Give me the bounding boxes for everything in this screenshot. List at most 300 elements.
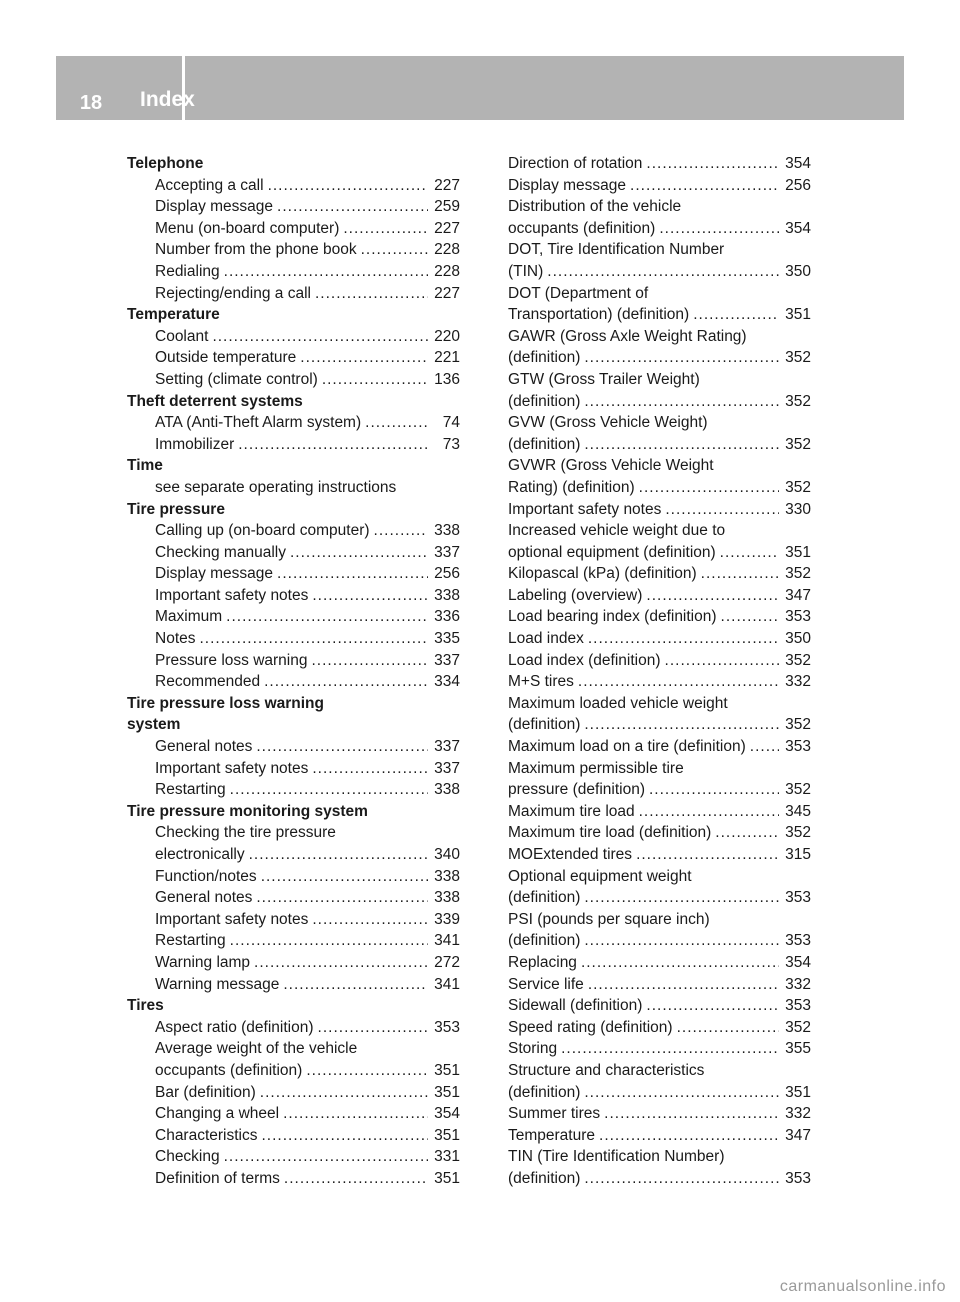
index-entry xyxy=(127,1103,460,1125)
index-page-number: 354 xyxy=(785,953,811,971)
index-entry xyxy=(508,930,811,952)
index-entry xyxy=(508,974,811,996)
index-entry-label: Replacing xyxy=(508,953,577,971)
index-page-number: 228 xyxy=(434,262,460,280)
index-page-number: 352 xyxy=(785,781,811,799)
index-entry-label: Redialing xyxy=(155,262,220,280)
index-entry xyxy=(127,866,460,888)
index-entry xyxy=(508,714,811,736)
index-heading: Theft deterrent systems xyxy=(127,392,303,410)
index-entry-label: Display message xyxy=(155,565,274,583)
index-entry-label: Warning lamp xyxy=(155,953,251,971)
index-entry-label: Storing xyxy=(508,1040,558,1058)
dot-leader xyxy=(750,736,779,758)
index-text-line: see separate operating instructions xyxy=(155,478,397,496)
index-entry xyxy=(127,952,460,974)
index-entry xyxy=(127,974,460,996)
index-entry-label: General notes xyxy=(155,738,253,756)
dot-leader xyxy=(256,887,428,909)
index-entry-label: (definition) xyxy=(508,1083,581,1101)
dot-leader xyxy=(300,347,428,369)
dot-leader xyxy=(261,866,428,888)
index-entry xyxy=(508,1103,811,1125)
dot-leader xyxy=(584,391,779,413)
index-text-line: Maximum loaded vehicle weight xyxy=(508,694,728,712)
index-heading: Tire pressure loss warning xyxy=(127,694,324,712)
index-entry xyxy=(127,1017,460,1039)
dot-leader xyxy=(584,434,779,456)
index-entry-label: Number from the phone book xyxy=(155,241,357,259)
dot-leader xyxy=(578,671,779,693)
index-page-number: 227 xyxy=(434,219,460,237)
index-heading: Time xyxy=(127,457,163,475)
dot-leader xyxy=(277,196,428,218)
index-entry-label: M+S tires xyxy=(508,673,574,691)
index-entry-label: Load index (definition) xyxy=(508,651,661,669)
index-entry-label: optional equipment (definition) xyxy=(508,543,716,561)
index-entry-label: Sidewall (definition) xyxy=(508,997,643,1015)
index-entry-label: (definition) xyxy=(508,435,581,453)
index-page-number: 350 xyxy=(785,262,811,280)
index-entry xyxy=(508,606,811,628)
index-entry xyxy=(127,347,460,369)
dot-leader xyxy=(701,563,779,585)
dot-leader xyxy=(312,909,428,931)
index-page-number: 331 xyxy=(434,1148,460,1166)
index-entry-label: General notes xyxy=(155,889,253,907)
index-page-number: 353 xyxy=(785,997,811,1015)
index-text-line: Checking the tire pressure xyxy=(155,824,336,842)
index-entry-label: Setting (climate control) xyxy=(155,370,318,388)
watermark: carmanualsonline.info xyxy=(779,1278,946,1295)
index-entry-label: (definition) xyxy=(508,932,581,950)
dot-leader xyxy=(639,477,779,499)
index-page-number: 337 xyxy=(434,738,460,756)
index-heading: system xyxy=(127,716,181,734)
page-header xyxy=(56,56,904,120)
index-entry xyxy=(127,563,460,585)
dot-leader xyxy=(260,1082,428,1104)
index-text-line: Average weight of the vehicle xyxy=(155,1040,358,1058)
index-page-number: 338 xyxy=(434,867,460,885)
index-text-line: TIN (Tire Identification Number) xyxy=(508,1148,725,1166)
index-entry xyxy=(508,347,811,369)
index-entry xyxy=(127,887,460,909)
dot-leader xyxy=(721,606,779,628)
index-entry xyxy=(508,1082,811,1104)
index-entry-label: Transportation) (definition) xyxy=(508,306,690,324)
index-entry-label: Menu (on-board computer) xyxy=(155,219,340,237)
index-entry-label: (definition) xyxy=(508,392,581,410)
index-page-number: 354 xyxy=(785,219,811,237)
index-entry xyxy=(508,822,811,844)
index-entry xyxy=(508,434,811,456)
index-entry xyxy=(127,196,460,218)
dot-leader xyxy=(238,434,428,456)
index-entry-label: Maximum tire load xyxy=(508,802,635,820)
dot-leader xyxy=(646,153,779,175)
index-page-number: 228 xyxy=(434,241,460,259)
index-entry-label: (TIN) xyxy=(508,262,544,280)
index-page-number: 350 xyxy=(785,630,811,648)
index-text-line: DOT (Department of xyxy=(508,284,649,302)
dot-leader xyxy=(584,347,779,369)
index-entry xyxy=(127,1146,460,1168)
dot-leader xyxy=(659,218,779,240)
index-entry xyxy=(508,1017,811,1039)
index-entry xyxy=(127,261,460,283)
index-entry-label: Kilopascal (kPa) (definition) xyxy=(508,565,697,583)
index-entry-label: Checking xyxy=(155,1148,220,1166)
index-page-number: 351 xyxy=(785,1083,811,1101)
index-entry xyxy=(508,801,811,823)
dot-leader xyxy=(365,412,428,434)
dot-leader xyxy=(256,736,428,758)
index-page-number: 336 xyxy=(434,608,460,626)
index-page-number: 352 xyxy=(785,349,811,367)
index-entry-label: Calling up (on-board computer) xyxy=(155,522,370,540)
dot-leader xyxy=(646,995,779,1017)
index-entry-label: Warning message xyxy=(155,975,280,993)
dot-leader xyxy=(200,628,429,650)
index-page-number: 353 xyxy=(785,889,811,907)
index-entry xyxy=(127,434,460,456)
index-entry xyxy=(508,844,811,866)
index-entry xyxy=(508,628,811,650)
dot-leader xyxy=(665,499,779,521)
index-page-number: 335 xyxy=(434,630,460,648)
index-entry xyxy=(127,520,460,542)
dot-leader xyxy=(249,844,428,866)
dot-leader xyxy=(561,1038,779,1060)
index-entry xyxy=(508,563,811,585)
index-page-number: 351 xyxy=(434,1083,460,1101)
index-entry-label: occupants (definition) xyxy=(508,219,656,237)
index-entry-label: occupants (definition) xyxy=(155,1061,303,1079)
index-entry-label: MOExtended tires xyxy=(508,846,633,863)
index-page-number: 315 xyxy=(785,846,811,863)
index-entry xyxy=(508,1125,811,1147)
index-text-line: GVW (Gross Vehicle Weight) xyxy=(508,414,708,432)
index-page-number: 259 xyxy=(434,198,460,216)
dot-leader xyxy=(693,304,779,326)
index-text-line: GAWR (Gross Axle Weight Rating) xyxy=(508,327,747,345)
index-entry xyxy=(127,412,460,434)
index-entry-label: pressure (definition) xyxy=(508,781,645,799)
dot-leader xyxy=(212,326,428,348)
dot-leader xyxy=(262,1125,429,1147)
index-entry xyxy=(508,779,811,801)
dot-leader xyxy=(224,1146,428,1168)
index-entry-label: Coolant xyxy=(155,327,209,345)
index-entry xyxy=(508,218,811,240)
index-entry-label: Immobilizer xyxy=(155,435,235,453)
index-page-number: 227 xyxy=(434,176,460,194)
index-text-line: Optional equipment weight xyxy=(508,867,692,885)
index-entry-label: Aspect ratio (definition) xyxy=(155,1018,314,1036)
index-entry-label: Accepting a call xyxy=(155,176,264,194)
dot-leader xyxy=(677,1017,779,1039)
dot-leader xyxy=(284,1168,428,1190)
index-entry-label: Load bearing index (definition) xyxy=(508,608,717,626)
index-entry-label: Recommended xyxy=(155,673,261,691)
index-page-number: 355 xyxy=(785,1040,811,1058)
index-heading: Telephone xyxy=(127,155,204,172)
index-page-number: 353 xyxy=(785,738,811,756)
index-page-number: 352 xyxy=(785,824,811,842)
index-page-number: 330 xyxy=(785,500,811,518)
index-entry xyxy=(127,671,460,693)
index-page-number: 351 xyxy=(434,1169,460,1187)
index-page-number: 352 xyxy=(785,392,811,410)
index-page-number: 256 xyxy=(785,176,811,194)
index-text-line: Structure and characteristics xyxy=(508,1061,705,1079)
dot-leader xyxy=(230,779,428,801)
dot-leader xyxy=(374,520,428,542)
index-text-line: DOT, Tire Identification Number xyxy=(508,241,725,259)
index-entry-label: Important safety notes xyxy=(155,910,309,928)
index-entry-label: Load index xyxy=(508,630,584,648)
index-entry xyxy=(508,304,811,326)
dot-leader xyxy=(720,542,779,564)
index-entry-label: Display message xyxy=(508,176,627,194)
index-page-number: 352 xyxy=(785,435,811,453)
index-entry-label: Characteristics xyxy=(155,1126,258,1144)
index-entry-label: Pressure loss warning xyxy=(155,651,308,669)
dot-leader xyxy=(312,585,428,607)
dot-leader xyxy=(230,930,428,952)
index-heading: Tire pressure monitoring system xyxy=(127,802,368,820)
index-entry-label: Service life xyxy=(508,975,584,993)
index-entry xyxy=(508,995,811,1017)
index-entry-label: Restarting xyxy=(155,932,226,950)
index-entry xyxy=(127,779,460,801)
index-entry xyxy=(127,650,460,672)
index-page-number: 338 xyxy=(434,522,460,540)
index-page-number: 347 xyxy=(785,1126,811,1144)
index-page-number: 341 xyxy=(434,932,460,950)
index-entry xyxy=(127,1082,460,1104)
index-entry xyxy=(127,606,460,628)
index-entry xyxy=(127,758,460,780)
dot-leader xyxy=(665,650,779,672)
dot-leader xyxy=(361,239,428,261)
index-entry xyxy=(127,218,460,240)
index-entry xyxy=(127,175,460,197)
index-page-number: 220 xyxy=(434,327,460,345)
index-entry-label: Definition of terms xyxy=(155,1169,280,1187)
index-entry-label: Bar (definition) xyxy=(155,1083,256,1101)
index-entry xyxy=(127,239,460,261)
index-page-number: 352 xyxy=(785,565,811,583)
dot-leader xyxy=(584,1082,779,1104)
index-entry xyxy=(127,369,460,391)
dot-leader xyxy=(311,650,428,672)
index-entry-label: (definition) xyxy=(508,889,581,907)
index-entry-label: (definition) xyxy=(508,1169,581,1187)
index-entry xyxy=(127,283,460,305)
index-entry-label: Labeling (overview) xyxy=(508,586,643,604)
dot-leader xyxy=(646,585,779,607)
index-text-line: Distribution of the vehicle xyxy=(508,198,682,216)
index-entry xyxy=(508,1168,811,1190)
index-entry xyxy=(127,844,460,866)
index-page-number: 337 xyxy=(434,543,460,561)
dot-leader xyxy=(630,175,779,197)
index-entry-label: Summer tires xyxy=(508,1105,601,1123)
index-page-number: 340 xyxy=(434,846,460,863)
index-entry xyxy=(508,887,811,909)
dot-leader xyxy=(306,1060,428,1082)
index-heading: Tires xyxy=(127,997,164,1015)
index-entry xyxy=(508,952,811,974)
index-entry-label: Outside temperature xyxy=(155,349,297,367)
dot-leader xyxy=(312,758,428,780)
index-page-number: 332 xyxy=(785,1105,811,1123)
index-entry xyxy=(127,326,460,348)
index-page-number: 227 xyxy=(434,284,460,302)
index-entry xyxy=(127,1168,460,1190)
index-page-number: 351 xyxy=(785,306,811,324)
index-entry xyxy=(508,1038,811,1060)
index-entry xyxy=(508,175,811,197)
index-page-number: 338 xyxy=(434,889,460,907)
index-entry xyxy=(508,542,811,564)
index-entry xyxy=(127,930,460,952)
index-entry-label: Changing a wheel xyxy=(155,1105,280,1123)
dot-leader xyxy=(581,952,779,974)
index-entry xyxy=(508,585,811,607)
dot-leader xyxy=(254,952,428,974)
dot-leader xyxy=(584,714,779,736)
index-page-number: 337 xyxy=(434,759,460,777)
dot-leader xyxy=(715,822,779,844)
index-heading: Tire pressure xyxy=(127,500,225,518)
index-page-number: 351 xyxy=(434,1061,460,1079)
index-entry-label: Direction of rotation xyxy=(508,155,643,172)
dot-leader xyxy=(639,801,779,823)
dot-leader xyxy=(315,283,428,305)
dot-leader xyxy=(264,671,428,693)
dot-leader xyxy=(584,887,779,909)
index-entry-label: Important safety notes xyxy=(508,500,662,518)
index-entry-label: Maximum load on a tire (definition) xyxy=(508,738,746,756)
index-page-number: 353 xyxy=(785,1169,811,1187)
index-entry-label: (definition) xyxy=(508,349,581,367)
section-title: Index xyxy=(140,88,195,111)
index-entry-label: Maximum tire load (definition) xyxy=(508,824,712,842)
dot-leader xyxy=(584,1168,779,1190)
index-page-number: 345 xyxy=(785,802,811,820)
index-page-number: 221 xyxy=(434,349,460,367)
index-page-number: 353 xyxy=(785,608,811,626)
index-entry-label: Checking manually xyxy=(155,543,286,561)
index-entry xyxy=(127,542,460,564)
index-entry-label: electronically xyxy=(155,846,245,863)
index-entry-label: Rejecting/ending a call xyxy=(155,284,311,302)
index-entry xyxy=(508,650,811,672)
index-page-number: 354 xyxy=(434,1105,460,1123)
index-page-number: 351 xyxy=(434,1126,460,1144)
dot-leader xyxy=(226,606,428,628)
dot-leader xyxy=(290,542,428,564)
dot-leader xyxy=(268,175,428,197)
index-page-number: 353 xyxy=(434,1018,460,1036)
index-entry-label: ATA (Anti-Theft Alarm system) xyxy=(155,414,362,432)
index-entry xyxy=(508,153,811,175)
index-page-number: 256 xyxy=(434,565,460,583)
index-page-number: 332 xyxy=(785,975,811,993)
index-page-number: 136 xyxy=(434,370,460,388)
dot-leader xyxy=(277,563,428,585)
index-page-number: 352 xyxy=(785,478,811,496)
dot-leader xyxy=(322,369,428,391)
index-entry-label: Important safety notes xyxy=(155,586,309,604)
index-page-number: 332 xyxy=(785,673,811,691)
index-page-number: 334 xyxy=(434,673,460,691)
index-column-left xyxy=(127,153,460,1190)
index-page-number: 339 xyxy=(434,910,460,928)
index-page-number: 338 xyxy=(434,586,460,604)
index-column-right xyxy=(508,153,811,1190)
index-entry-label: Notes xyxy=(155,630,196,648)
index-entry-label: Restarting xyxy=(155,781,226,799)
index-entry xyxy=(127,628,460,650)
index-page-number: 347 xyxy=(785,586,811,604)
index-page-number: 352 xyxy=(785,651,811,669)
index-entry-label: Function/notes xyxy=(155,867,257,885)
index-entry xyxy=(127,1060,460,1082)
index-entry-label: Speed rating (definition) xyxy=(508,1018,673,1036)
page-number: 18 xyxy=(79,92,103,114)
index-entry xyxy=(127,1125,460,1147)
index-entry-label: Rating) (definition) xyxy=(508,478,635,496)
index-page-number: 337 xyxy=(434,651,460,669)
dot-leader xyxy=(588,974,779,996)
index-entry xyxy=(508,499,811,521)
dot-leader xyxy=(283,974,428,996)
index-entry xyxy=(508,391,811,413)
index-entry xyxy=(508,261,811,283)
dot-leader xyxy=(584,930,779,952)
dot-leader xyxy=(599,1125,779,1147)
index-entry-label: Temperature xyxy=(508,1126,596,1144)
dot-leader xyxy=(636,844,779,866)
index-entry xyxy=(127,736,460,758)
dot-leader xyxy=(649,779,779,801)
index-page-number: 73 xyxy=(442,435,460,453)
index-page-number: 352 xyxy=(785,1018,811,1036)
index-entry-label: (definition) xyxy=(508,716,581,734)
index-entry xyxy=(127,909,460,931)
index-entry-label: Display message xyxy=(155,198,274,216)
index-page-number: 272 xyxy=(434,953,460,971)
dot-leader xyxy=(588,628,779,650)
index-page-number: 353 xyxy=(785,932,811,950)
index-heading: Temperature xyxy=(127,306,220,324)
dot-leader xyxy=(224,261,428,283)
index-page-number: 341 xyxy=(434,975,460,993)
index-page-number: 354 xyxy=(785,155,811,172)
index-text-line: PSI (pounds per square inch) xyxy=(508,910,710,928)
dot-leader xyxy=(343,218,428,240)
index-entry-label: Important safety notes xyxy=(155,759,309,777)
dot-leader xyxy=(318,1017,428,1039)
dot-leader xyxy=(283,1103,428,1125)
index-entry xyxy=(508,736,811,758)
index-text-line: GTW (Gross Trailer Weight) xyxy=(508,370,700,388)
index-text-line: Increased vehicle weight due to xyxy=(508,522,726,540)
